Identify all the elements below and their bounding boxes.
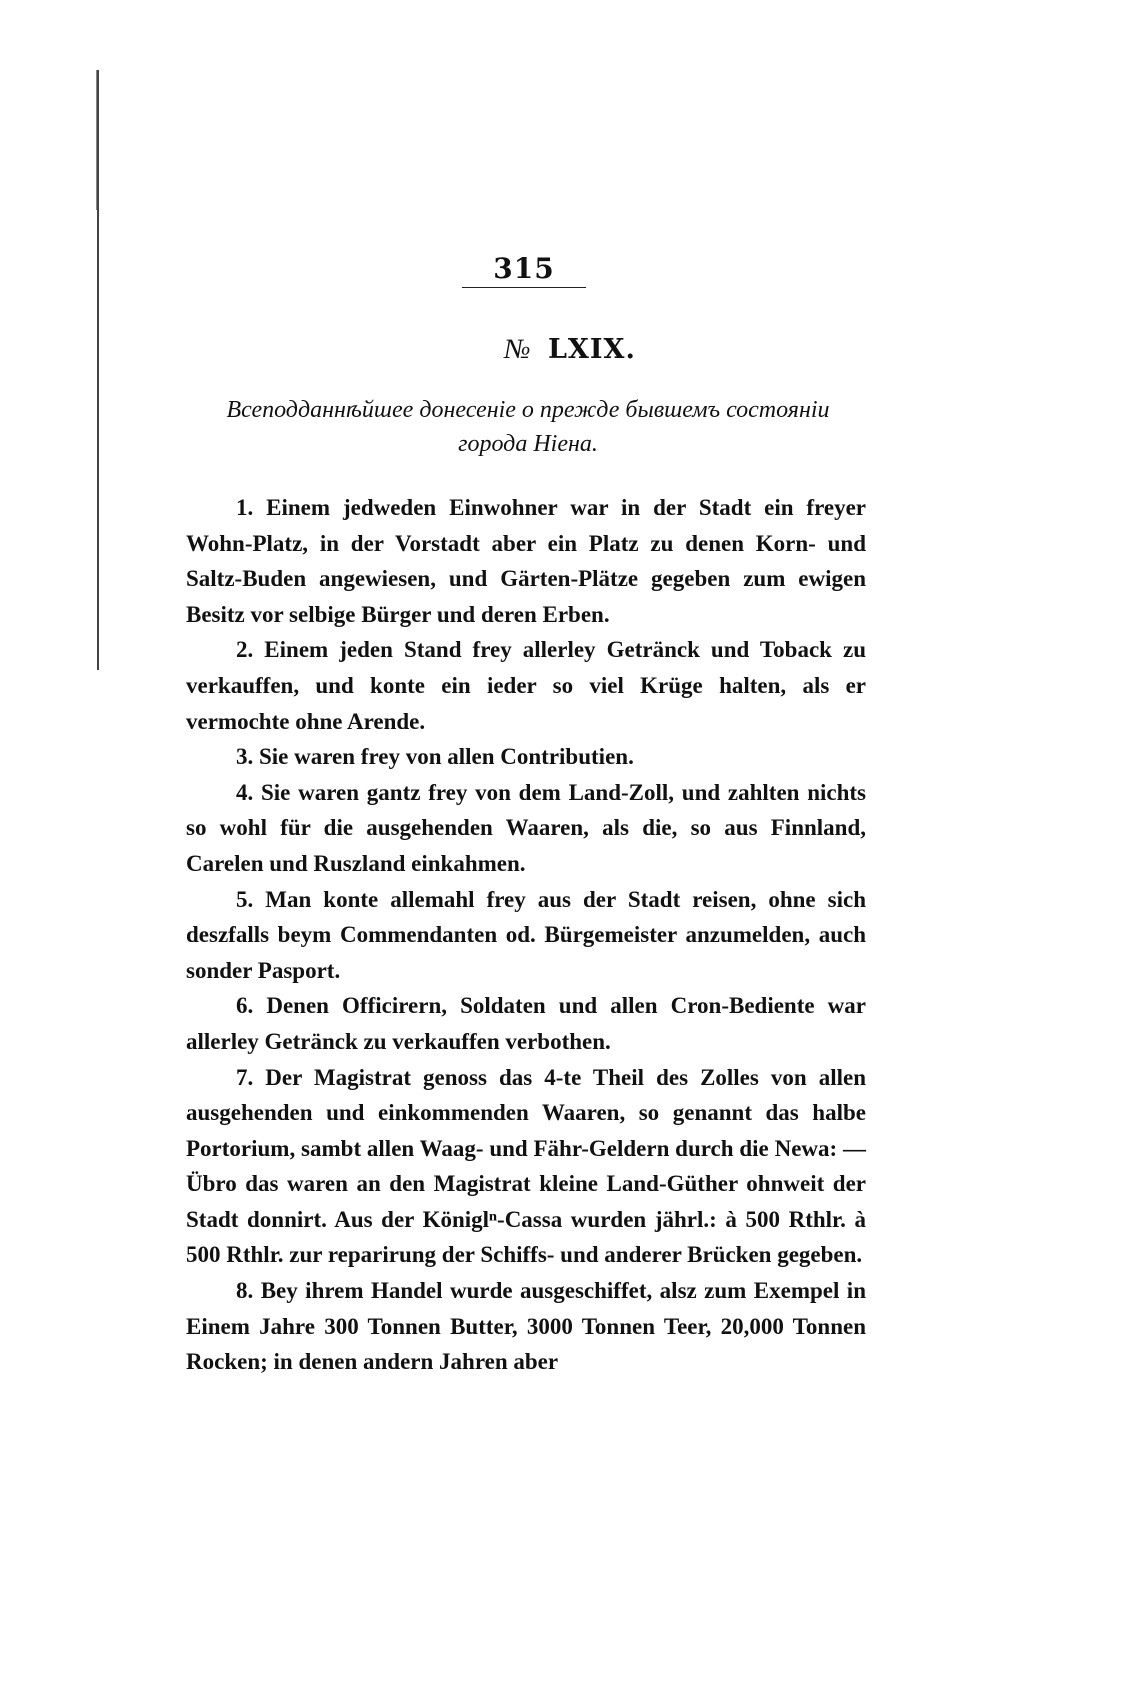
paragraph-3: 3. Sie waren frey von allen Contributien. — [236, 744, 634, 770]
page-number-rule — [462, 287, 586, 288]
document-heading — [188, 393, 868, 461]
numero-sign: № — [504, 334, 532, 365]
document-number-roman: LXIX. — [547, 334, 636, 365]
heading-line-2: города Ніена. — [458, 431, 598, 457]
paragraph-2: 2. Einem jeden Stand frey allerley Getränck und Toback zu verkauffen, und konte ein ieder so viel Krüge halten, als er vermochte ohne Arende. — [186, 637, 866, 734]
paragraph-6: 6. Denen Officirern, Soldaten und allen Cron-Bediente war allerley Getränck zu verkauffen verbothen. — [186, 993, 866, 1054]
scan-margin-line-faint — [96, 70, 97, 210]
paragraph-5: 5. Man konte allemahl frey aus der Stadt reisen, ohne sich deszfalls beym Commendanten od. Bürgemeister anzumelden, auch sonder Pasport. — [186, 886, 866, 983]
paragraph-8: 8. Bey ihrem Handel wurde ausgeschiffet, alsz zum Exempel in Einem Jahre 300 Tonnen Butter, 3000 Tonnen Teer, 20,000 Tonnen Rocken; in denen andern Jahren aber — [186, 1278, 866, 1375]
document-number — [0, 334, 1140, 366]
page-number: 315 — [493, 252, 555, 285]
paragraph-1: 1. Einem jedweden Einwohner war in der Stadt ein freyer Wohn-Platz, in der Vorstadt aber ein Platz zu denen Korn- und Saltz-Buden angewiesen, und Gärten-Plätze gegeben zum ewigen Besitz vor selbige Bürger und deren Erben. — [186, 495, 866, 627]
body-text — [186, 490, 866, 1380]
paragraph-4: 4. Sie waren gantz frey von dem Land-Zoll, und zahlten nichts so wohl für die ausgehenden Waaren, als die, so aus Finnland, Carelen und Ruszland einkahmen. — [186, 779, 866, 876]
paragraph-7: 7. Der Magistrat genoss das 4-te Theil des Zolles von allen ausgehenden und einkommenden Waaren, so genannt das halbe Portorium, sambt allen Waag- und Fähr-Geldern durch die Newa: — Übro das waren an den Magistrat kleine Land-Güther ohnweit der Stadt donnirt. Aus der Königlⁿ-Cassa wurden jährl.: à 500 Rthlr. à 500 Rthlr. zur reparirung der Schiffs- und anderer Brücken gegeben. — [186, 1064, 866, 1268]
heading-line-1: Всеподданнѣйшее донесеніе о прежде бывшемъ состояніи — [226, 397, 830, 423]
scan-margin-line — [97, 70, 99, 670]
